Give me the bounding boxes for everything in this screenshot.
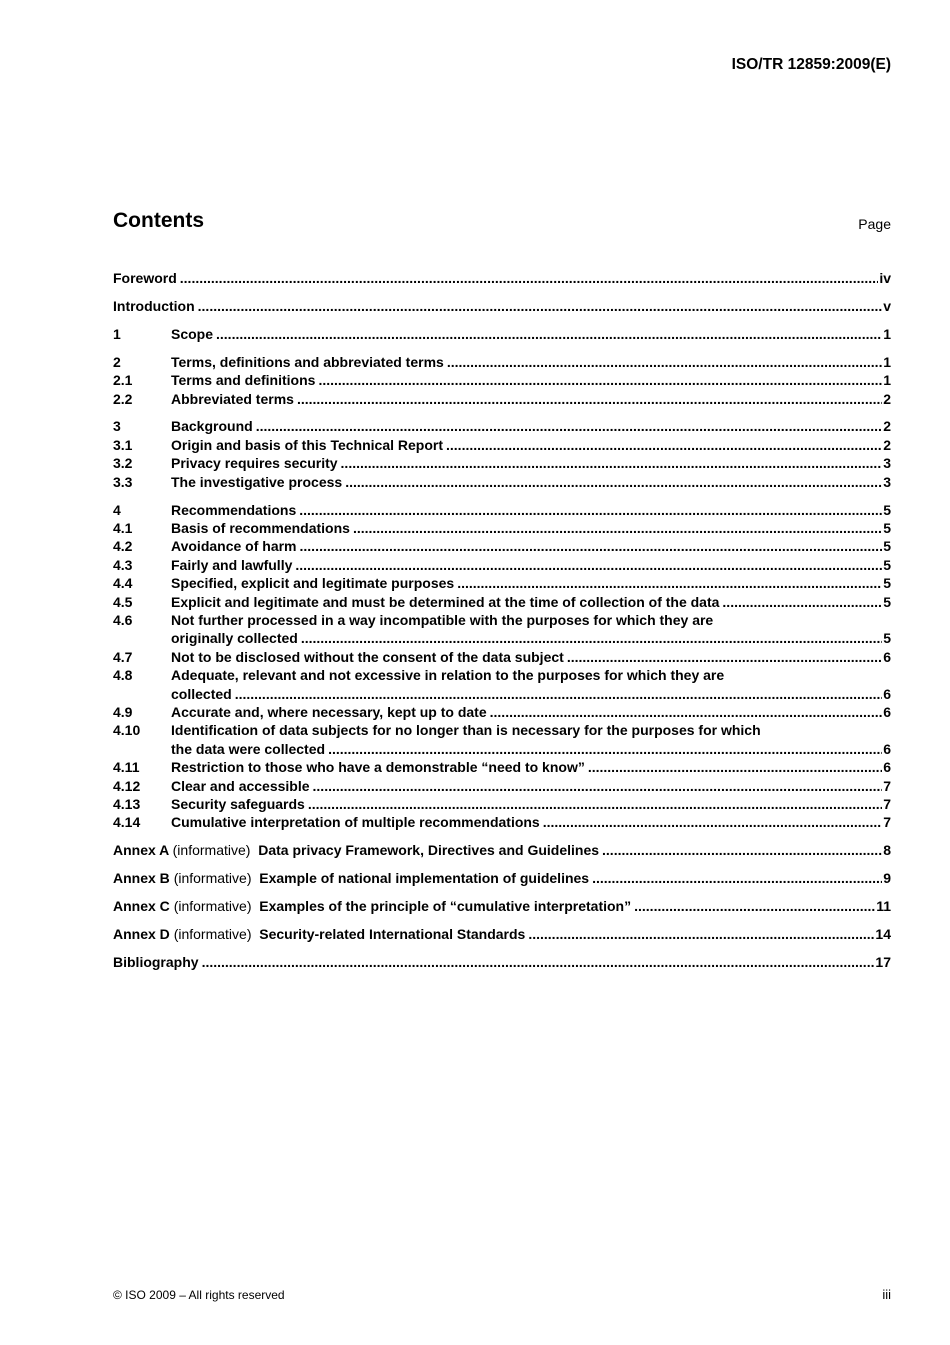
toc-entry-title: Terms and definitions	[171, 372, 316, 389]
toc-entry-4-2[interactable]	[113, 537, 891, 555]
toc-entry-page: v	[883, 297, 891, 314]
toc-entry-title: Avoidance of harm	[171, 538, 297, 555]
toc-entry-page: 1	[883, 372, 891, 389]
toc-entry-title: Terms, definitions and abbreviated terms	[171, 353, 444, 370]
toc-leader-dots	[447, 353, 882, 371]
toc-entry-title: Abbreviated terms	[171, 390, 294, 407]
toc-entry-page: 3	[883, 455, 891, 472]
toc-leader-dots	[722, 593, 882, 611]
toc-leader-dots	[345, 473, 882, 491]
toc-group-annex-b	[113, 869, 891, 887]
toc-entry-page: 7	[883, 796, 891, 813]
toc-leader-dots	[308, 795, 882, 813]
toc-leader-dots	[341, 454, 883, 472]
toc-entry-page: 6	[883, 740, 891, 757]
toc-entry-title: Foreword	[113, 270, 177, 286]
annex-type: (informative)	[173, 926, 252, 943]
toc-leader-dots	[318, 371, 882, 389]
toc-entry-number: 4.12	[113, 777, 141, 794]
toc-entry-title: Security-related International Standards	[259, 926, 526, 943]
toc-entry-number: 4.10	[113, 722, 141, 739]
toc-entry-4-12[interactable]	[113, 777, 891, 795]
contents-heading: Contents	[113, 209, 204, 232]
toc-entry-page: iv	[879, 270, 891, 286]
toc-entry-4-10-cont[interactable]	[113, 740, 891, 758]
toc-entry-title: Scope	[171, 325, 214, 342]
annex-label: Annex C	[113, 898, 170, 915]
toc-leader-dots	[634, 897, 875, 915]
toc-entry-title: Examples of the principle of “cumulative interpretation”	[259, 898, 632, 915]
toc-entry-4-13[interactable]	[113, 795, 891, 813]
footer-page-number: iii	[882, 1287, 891, 1302]
toc-entry-title: Data privacy Framework, Directives and Guidelines	[258, 842, 600, 859]
toc-entry-page: 5	[883, 630, 891, 647]
toc-leader-dots	[446, 436, 882, 454]
toc-entry-4-11[interactable]	[113, 758, 891, 776]
toc-entry-page: 7	[883, 814, 891, 831]
toc-group-2	[113, 353, 891, 408]
toc-entry-foreword[interactable]	[113, 269, 891, 287]
toc-leader-dots	[297, 390, 882, 408]
toc-entry-4-6-cont[interactable]	[113, 629, 891, 647]
toc-entry-page: 1	[883, 353, 891, 370]
toc-entry-4-10[interactable]	[113, 721, 891, 739]
toc-entry-4-5[interactable]	[113, 593, 891, 611]
toc-leader-dots	[543, 813, 882, 831]
toc-entry-page: 7	[883, 777, 891, 794]
annex-label: Annex D	[113, 926, 170, 943]
toc-entry-title: Cumulative interpretation of multiple recommendations	[171, 814, 540, 831]
toc-entry-number: 2.1	[113, 372, 133, 389]
toc-entry-title: Example of national implementation of guidelines	[259, 870, 590, 887]
toc-entry-title: Clear and accessible	[171, 777, 310, 794]
toc-entry-2-1[interactable]	[113, 371, 891, 389]
annex-label: Annex B	[113, 870, 170, 887]
annex-type: (informative)	[172, 842, 251, 859]
toc-entry-title: Origin and basis of this Technical Report	[171, 436, 444, 453]
toc-leader-dots	[295, 556, 882, 574]
toc-entry-page: 5	[883, 575, 891, 592]
toc-entry-4-8[interactable]	[113, 666, 891, 684]
toc-entry-title: Accurate and, where necessary, kept up to date	[171, 704, 487, 721]
toc-entry-page: 5	[883, 538, 891, 555]
toc-leader-dots	[313, 777, 883, 795]
toc-entry-title-line2: originally collected	[171, 630, 298, 647]
toc-entry-page: 17	[875, 954, 891, 970]
toc-entry-title: The investigative process	[171, 473, 343, 490]
toc-leader-dots	[216, 325, 882, 343]
toc-entry-3-2[interactable]	[113, 454, 891, 472]
toc-entry-4-1[interactable]	[113, 519, 891, 537]
toc-group-introduction	[113, 297, 891, 315]
toc-entry-page: 5	[883, 501, 891, 518]
toc-leader-dots	[202, 953, 875, 971]
toc-entry-number: 4.6	[113, 612, 133, 628]
toc-entry-number: 4.2	[113, 538, 133, 555]
toc-entry-annex-a[interactable]	[113, 841, 891, 859]
toc-entry-4[interactable]	[113, 501, 891, 519]
toc-entry-page: 6	[883, 648, 891, 665]
toc-entry-page: 6	[883, 704, 891, 721]
toc-entry-title: Recommendations	[171, 501, 297, 518]
toc-group-annex-a	[113, 841, 891, 859]
toc-leader-dots	[567, 648, 882, 666]
toc-entry-page: 14	[875, 926, 891, 943]
toc-group-4	[113, 501, 891, 832]
toc-entry-title: Introduction	[113, 297, 195, 314]
toc-leader-dots	[300, 537, 883, 555]
toc-entry-4-7[interactable]	[113, 648, 891, 666]
toc-entry-number: 4.1	[113, 519, 133, 536]
toc-entry-title: Explicit and legitimate and must be determined at the time of collection of the data	[171, 593, 720, 610]
toc-entry-title: Restriction to those who have a demonstrable “need to know”	[171, 759, 585, 776]
toc-group-annex-c	[113, 897, 891, 915]
toc-leader-dots	[592, 869, 882, 887]
toc-leader-dots	[235, 685, 883, 703]
toc-entry-2[interactable]	[113, 353, 891, 371]
toc-entry-page: 6	[883, 685, 891, 702]
toc-entry-title: Fairly and lawfully	[171, 556, 293, 573]
toc-leader-dots	[490, 703, 883, 721]
toc-entry-number: 4.7	[113, 648, 133, 665]
toc-entry-number: 1	[113, 325, 121, 342]
toc-entry-annex-d[interactable]	[113, 925, 891, 943]
toc-leader-dots	[299, 501, 882, 519]
toc-entry-page: 5	[883, 556, 891, 573]
toc-entry-number: 3.2	[113, 455, 133, 472]
toc-entry-title: Basis of recommendations	[171, 519, 350, 536]
toc-entry-number: 4.13	[113, 796, 141, 813]
toc-leader-dots	[301, 629, 882, 647]
toc-entry-3-3[interactable]	[113, 473, 891, 491]
toc-leader-dots	[353, 519, 882, 537]
toc-entry-3-1[interactable]	[113, 436, 891, 454]
toc-entry-bibliography[interactable]	[113, 953, 891, 971]
toc-entry-page: 6	[883, 759, 891, 776]
toc-entry-4-4[interactable]	[113, 574, 891, 592]
toc-leader-dots	[602, 841, 882, 859]
toc-entry-number: 4	[113, 501, 121, 518]
toc-entry-annex-b[interactable]	[113, 869, 891, 887]
toc-entry-4-8-cont[interactable]	[113, 685, 891, 703]
toc-leader-dots	[528, 925, 874, 943]
toc-entry-1[interactable]	[113, 325, 891, 343]
toc-entry-4-14[interactable]	[113, 813, 891, 831]
toc-group-3	[113, 417, 891, 491]
toc-entry-page: 2	[883, 390, 891, 407]
toc-group-1	[113, 325, 891, 343]
toc-entry-page: 3	[883, 473, 891, 490]
toc-group-annex-d	[113, 925, 891, 943]
toc-entry-4-9[interactable]	[113, 703, 891, 721]
toc-entry-number: 3.3	[113, 473, 133, 490]
toc-entry-page: 5	[883, 593, 891, 610]
toc-leader-dots	[457, 574, 882, 592]
toc-entry-number: 4.9	[113, 704, 133, 721]
toc-leader-dots	[256, 417, 883, 435]
toc-entry-3[interactable]	[113, 417, 891, 435]
toc-entry-page: 8	[883, 842, 891, 859]
toc-group-foreword	[113, 269, 891, 287]
toc-entry-title-line1: Identification of data subjects for no longer than is necessary for the purposes for which	[171, 722, 761, 739]
document-id: ISO/TR 12859:2009(E)	[731, 56, 891, 73]
toc-entry-number: 2	[113, 353, 121, 370]
toc-entry-page: 5	[883, 519, 891, 536]
toc-entry-title-line2: collected	[171, 685, 232, 702]
toc-entry-4-6[interactable]	[113, 611, 891, 629]
annex-type: (informative)	[173, 898, 252, 915]
toc-entry-number: 4.4	[113, 575, 133, 592]
toc-entry-annex-c[interactable]	[113, 897, 891, 915]
toc-entry-2-2[interactable]	[113, 390, 891, 408]
toc-entry-page: 2	[883, 436, 891, 453]
toc-entry-title: Privacy requires security	[171, 455, 338, 472]
toc-entry-title: Security safeguards	[171, 796, 305, 813]
toc-entry-number: 4.8	[113, 667, 133, 684]
toc-leader-dots	[180, 269, 879, 287]
toc-leader-dots	[198, 297, 883, 315]
toc-entry-number: 4.14	[113, 814, 141, 831]
table-of-contents	[113, 269, 891, 981]
annex-label: Annex A	[113, 842, 169, 859]
toc-entry-title: Specified, explicit and legitimate purposes	[171, 575, 455, 592]
toc-entry-4-3[interactable]	[113, 556, 891, 574]
toc-entry-page: 1	[883, 325, 891, 342]
toc-group-bibliography	[113, 953, 891, 971]
toc-leader-dots	[588, 758, 882, 776]
toc-entry-page: 2	[883, 418, 891, 435]
footer-copyright: © ISO 2009 – All rights reserved	[113, 1288, 285, 1302]
toc-entry-number: 2.2	[113, 390, 133, 407]
toc-entry-title-line2: the data were collected	[171, 740, 326, 757]
toc-entry-title-line1: Not further processed in a way incompatible with the purposes for which they are	[171, 612, 714, 628]
toc-entry-number: 3.1	[113, 436, 133, 453]
toc-entry-title: Bibliography	[113, 954, 199, 970]
page-column-label: Page	[858, 216, 891, 232]
toc-entry-number: 4.3	[113, 556, 133, 573]
toc-entry-number: 4.11	[113, 759, 140, 776]
toc-entry-title: Background	[171, 418, 253, 435]
toc-entry-title: Not to be disclosed without the consent of the data subject	[171, 648, 564, 665]
toc-entry-number: 3	[113, 418, 121, 435]
toc-entry-page: 9	[883, 870, 891, 887]
toc-leader-dots	[328, 740, 882, 758]
annex-type: (informative)	[173, 870, 252, 887]
toc-entry-introduction[interactable]	[113, 297, 891, 315]
toc-entry-title-line1: Adequate, relevant and not excessive in relation to the purposes for which they are	[171, 667, 725, 684]
toc-entry-page: 11	[876, 898, 891, 915]
toc-entry-number: 4.5	[113, 593, 133, 610]
